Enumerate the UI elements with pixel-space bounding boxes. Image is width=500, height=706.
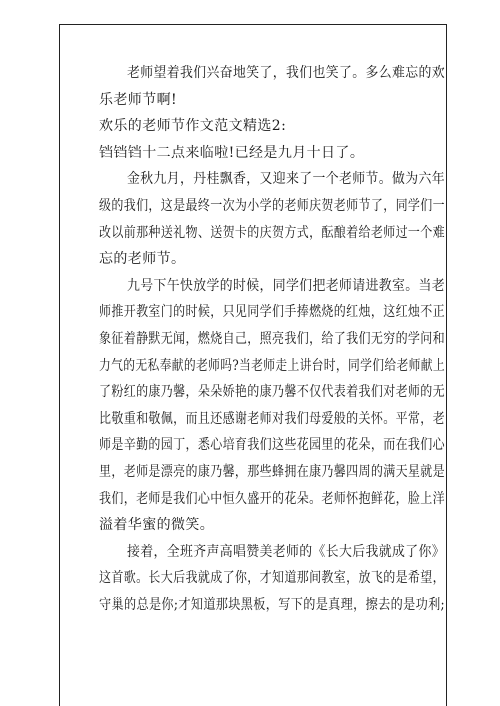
paragraph-line: 铛铛铛十二点来临啦!已经是九月十日了。: [99, 144, 365, 161]
paragraph-line: 忘的老师节。: [99, 251, 186, 268]
paragraph-line: 接着，全班齐声高唱赞美老师的《长大后我就成了你》: [127, 543, 445, 560]
paragraph-line: 金秋九月，丹桂飘香，又迎来了一个老师节。做为六年: [127, 171, 445, 188]
paragraph-line: 老师望着我们兴奋地笑了，我们也笑了。多么难忘的欢: [127, 65, 445, 81]
paragraph-line: 比敬重和敬佩，而且还感谢老师对我们母爱般的关怀。平常，老: [99, 410, 445, 427]
paragraph-line: 我们，老师是我们心中恒久盛开的花朵。老师怀抱鲜花，脸上洋: [99, 490, 445, 507]
paragraph-line: 了粉红的康乃馨，朵朵娇艳的康乃馨不仅代表着我们对老师的无: [99, 384, 445, 401]
paragraph-line: 守巢的总是你;才知道那块黑板，写下的是真理，擦去的是功利;: [99, 596, 445, 613]
section-heading: 欢乐的老师节作文范文精选2:: [99, 118, 287, 135]
paragraph-line: 九号下午快放学的时候，同学们把老师请进教室。当老: [127, 277, 445, 294]
paragraph-line: 力气的无私奉献的老师吗?当老师走上讲台时，同学们给老师献上: [99, 357, 445, 374]
paragraph-line: 里，老师是漂亮的康乃馨，那些蜂拥在康乃馨四周的满天星就是: [99, 463, 445, 480]
paragraph-line: 乐老师节啊!: [99, 91, 178, 108]
paragraph-line: 这首歌。长大后我就成了你，才知道那间教室，放飞的是希望，: [99, 570, 445, 587]
paragraph-line: 溢着华蜜的微笑。: [99, 517, 215, 534]
document-body: [99, 60, 449, 618]
paragraph-line: 象征着静默无闻，燃烧自己，照亮我们，给了我们无穷的学问和: [99, 330, 445, 347]
paragraph-line: 级的我们，这是最终一次为小学的老师庆贺老师节了，同学们一: [99, 197, 445, 214]
paragraph-line: 改以前那种送礼物、送贺卡的庆贺方式，酝酿着给老师过一个难: [99, 224, 445, 241]
paragraph-line: 师推开教室门的时候，只见同学们手捧燃烧的红烛，这红烛不正: [99, 304, 445, 321]
paragraph-line: 师是辛勤的园丁，悉心培育我们这些花园里的花朵，而在我们心: [99, 437, 445, 454]
